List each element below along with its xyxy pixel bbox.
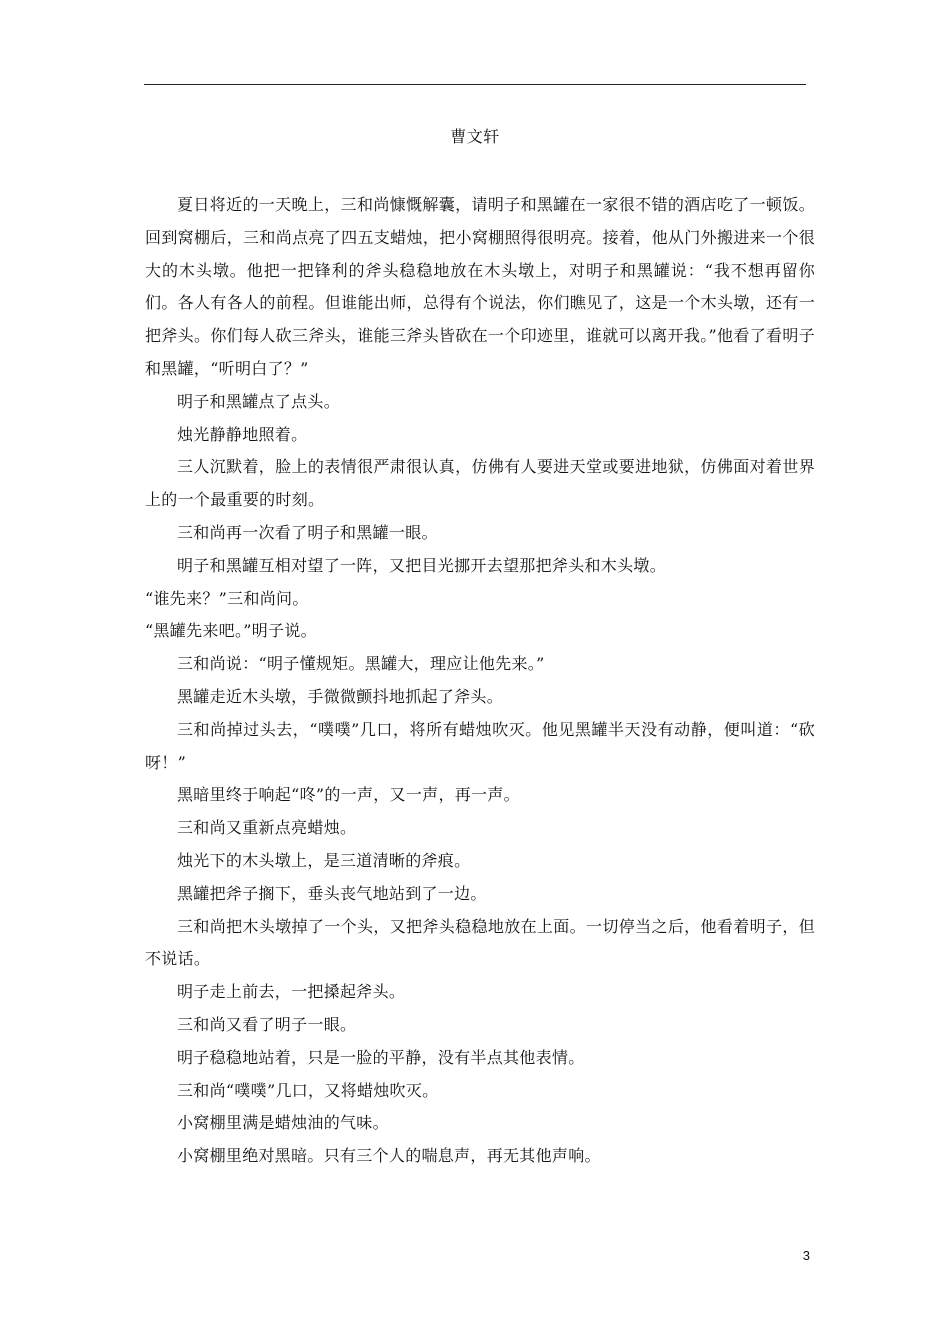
paragraph: 黑暗里终于响起“咚”的一声，又一声，再一声。 (177, 785, 520, 805)
paragraph: 三和尚掉过头去，“噗噗”几口，将所有蜡烛吹灭。他见黑罐半天没有动静，便叫道：“砍呀！” (145, 719, 815, 772)
paragraph: 三和尚“噗噗”几口，又将蜡烛吹灭。 (177, 1080, 439, 1100)
paragraph: 三人沉默着，脸上的表情很严肃很认真，仿佛有人要进天堂或要进地狱，仿佛面对着世界上的一个最重要的时刻。 (145, 457, 815, 510)
paragraph: 黑罐把斧子搁下，垂头丧气地站到了一边。 (177, 883, 487, 903)
paragraph: 三和尚把木头墩掉了一个头，又把斧头稳稳地放在上面。一切停当之后，他看着明子，但不说话。 (145, 916, 815, 969)
paragraph: 小窝棚里满是蜡烛油的气味。 (177, 1113, 389, 1133)
paragraph: 夏日将近的一天晚上，三和尚慷慨解囊，请明子和黑罐在一家很不错的酒店吃了一顿饭。回到窝棚后，三和尚点亮了四五支蜡烛，把小窝棚照得很明亮。接着，他从门外搬进来一个很大的木头墩。他把一把锋利的斧头稳稳地放在木头墩上，对明子和黑罐说：“我不想再留你们。各人有各人的前程。但谁能出师，总得有个说法，你们瞧见了，这是一个木头墩，还有一把斧头。你们每人砍三斧头，谁能三斧头皆砍在一个印迹里，谁就可以离开我。”他看了看明子和黑罐，“听明白了？” (145, 195, 815, 378)
paragraph: “谁先来？”三和尚问。 (145, 588, 309, 608)
paragraph: 明子和黑罐互相对望了一阵，又把目光挪开去望那把斧头和木头墩。 (177, 555, 667, 575)
paragraph: 三和尚又看了明子一眼。 (177, 1014, 357, 1034)
header-rule (144, 84, 806, 85)
paragraph: 烛光静静地照着。 (177, 424, 308, 444)
paragraph: 明子和黑罐点了点头。 (177, 391, 341, 411)
paragraph: 三和尚再一次看了明子和黑罐一眼。 (177, 522, 438, 542)
article-body (145, 189, 815, 1173)
paragraph: 明子稳稳地站着，只是一脸的平静，没有半点其他表情。 (177, 1047, 585, 1067)
paragraph: 烛光下的木头墩上，是三道清晰的斧痕。 (177, 850, 471, 870)
author-name: 曹文轩 (450, 127, 500, 146)
paragraph: 三和尚又重新点亮蜡烛。 (177, 818, 357, 838)
page-number: 3 (802, 1248, 810, 1263)
paragraph: 三和尚说：“明子懂规矩。黑罐大，理应让他先来。” (177, 654, 545, 674)
paragraph: 明子走上前去，一把搡起斧头。 (177, 982, 406, 1002)
paragraph: 黑罐走近木头墩，手微微颤抖地抓起了斧头。 (177, 686, 504, 706)
paragraph: “黑罐先来吧。”明子说。 (145, 621, 317, 641)
paragraph: 小窝棚里绝对黑暗。只有三个人的喘息声，再无其他声响。 (177, 1146, 601, 1166)
